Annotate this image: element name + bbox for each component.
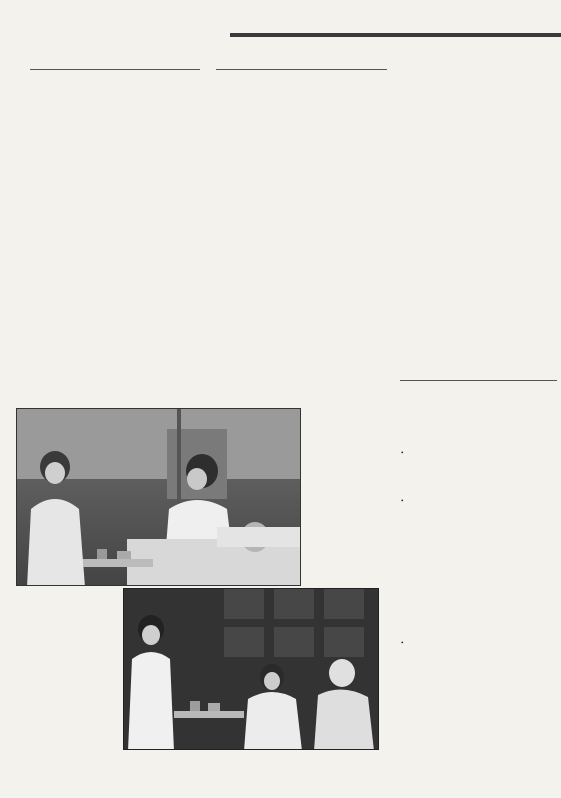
paragraph	[216, 78, 387, 336]
rubric-rule	[230, 33, 561, 37]
rubric-header	[230, 14, 561, 38]
section-inner-outer-posture	[400, 60, 557, 707]
section-interview-series	[216, 66, 387, 366]
continued-paragraph	[400, 60, 557, 366]
paragraph	[400, 387, 557, 445]
photo-caregivers-chatting	[16, 408, 301, 586]
heading-rule	[216, 69, 387, 70]
photo-illustration	[17, 409, 301, 586]
bullet-list	[400, 449, 557, 707]
heading-rule	[400, 380, 557, 381]
list-item	[400, 497, 557, 639]
section-consistent-caregiver	[30, 66, 200, 317]
photo-patient-included	[123, 588, 379, 750]
paragraph	[216, 336, 387, 346]
paragraph	[30, 78, 200, 269]
list-item	[400, 639, 557, 707]
paragraph	[216, 346, 387, 366]
paragraph	[30, 269, 200, 317]
photo-illustration	[124, 589, 379, 750]
list-item	[400, 449, 557, 497]
heading-rule	[30, 69, 200, 70]
